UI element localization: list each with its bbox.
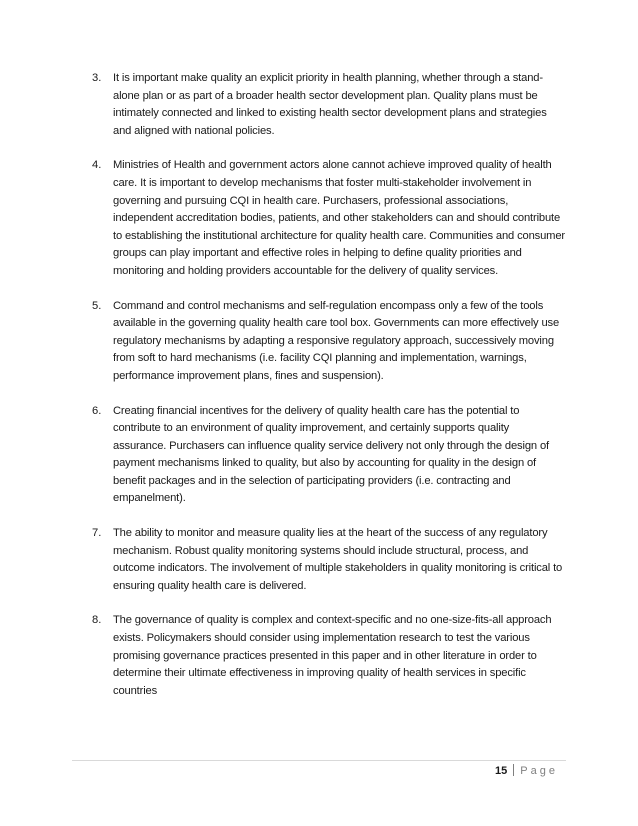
list-item-text: Command and control mechanisms and self-regulation encompass only a few of the tools available in the governing quality health care tool box. Governments can more effectively use regulatory mechanisms by adapting a responsive regulatory approach, successively moving from soft to hard mechanisms (i.e. facility CQI planning and implementation, warnings, performance improvement plans, fines and suspension). (113, 299, 560, 382)
footer-separator (513, 764, 514, 776)
list-item-number: 6. (92, 404, 102, 417)
list-item-number: 5. (92, 299, 102, 312)
list-item (0, 403, 638, 509)
footer-divider (72, 760, 566, 761)
list-item (0, 70, 638, 140)
list-item-number: 3. (92, 72, 102, 84)
page-number: 15 (495, 765, 508, 777)
list-item-number: 8. (92, 614, 102, 627)
list-item-text: It is important make quality an explicit priority in health planning, whether through a stand-alone plan or as part of a broader health sector development plan. Quality plans must be intimately connected and linked to existing health sector development plans and strategies and aligned with national policies. (113, 72, 547, 137)
page-label: Page (520, 765, 558, 777)
list-item (0, 157, 638, 280)
list-item-number: 7. (92, 527, 102, 540)
page-footer (495, 764, 558, 778)
list-item-text: Creating financial incentives for the delivery of quality health care has the potential to contribute to an environment of quality improvement, and certainly supports quality assurance. Purchasers can influence quality service delivery not only through the design of payment mechanisms linked to quality, but also by accounting for quality in the design of benefit packages and in the selection of participating providers (i.e. contracting and empanelment). (113, 404, 549, 505)
list-item-text: The ability to monitor and measure quality lies at the heart of the success of any regulatory mechanism. Robust quality monitoring systems should include structural, process, and outcome indicators. The involvement of multiple stakeholders in quality monitoring is critical to ensuring quality health care is delivered. (113, 527, 563, 592)
list-item (0, 612, 638, 700)
list-item (0, 298, 638, 386)
list-item-text: Ministries of Health and government actors alone cannot achieve improved quality of health care. It is important to develop mechanisms that foster multi-stakeholder involvement in governing and pursuing CQI in health care. Purchasers, professional associations, independent accreditation bodies, patients, and other stakeholders can and should contribute to establishing the institutional architecture for quality health care. Communities and consumer groups can play important and effective roles in helping to define quality priorities and monitoring and holding providers accountable for the delivery of quality services. (113, 159, 565, 277)
recommendations-list (0, 70, 638, 717)
list-item-number: 4. (92, 159, 102, 172)
list-item (0, 525, 638, 595)
list-item-text: The governance of quality is complex and context-specific and no one-size-fits-all approach exists. Policymakers should consider using implementation research to test the various promising governance practices presented in this paper and in other literature in order to determine their ultimate effectiveness in improving quality of health services in specific countries (113, 614, 552, 697)
